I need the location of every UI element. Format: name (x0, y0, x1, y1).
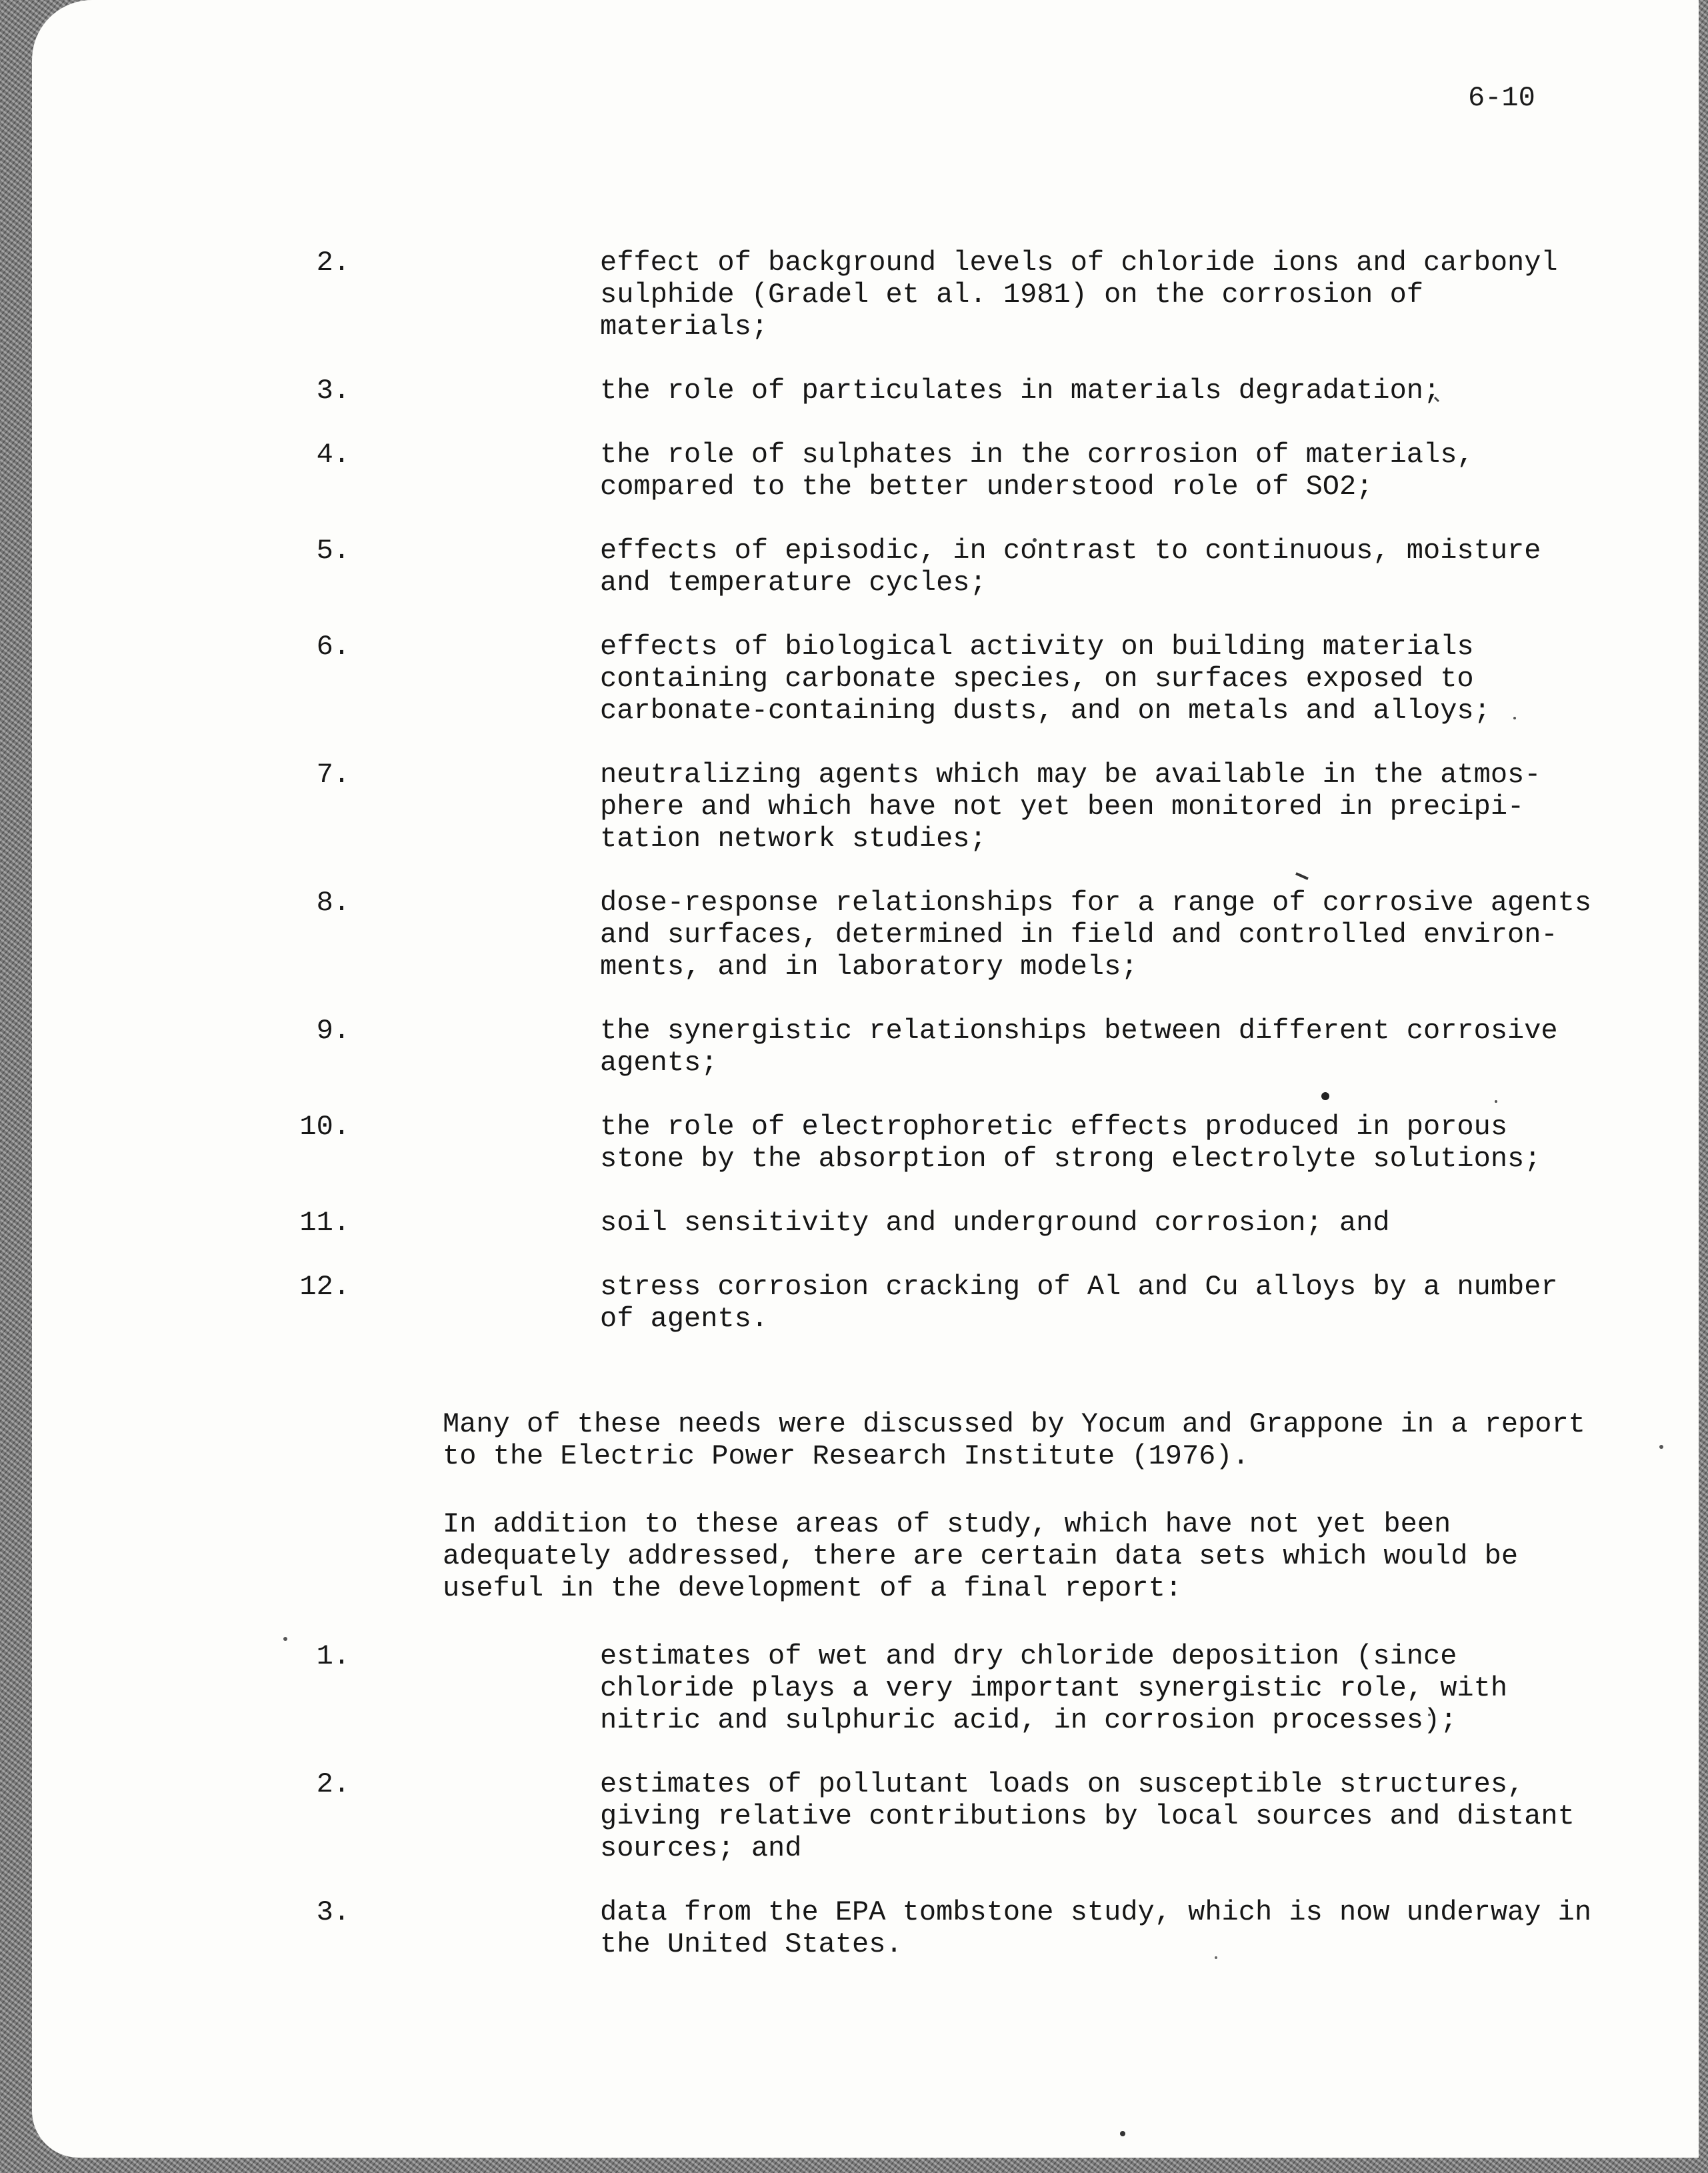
list-item-text: effect of background levels of chloride ions and carbonyl sulphide (Gradel et al. 1981) on the corrosion of materials; (600, 247, 1558, 343)
list-item (316, 375, 1591, 407)
list-item-number: 11. (299, 1207, 351, 1239)
list-item-text: data from the EPA tombstone study, which is now underway in the United States. (600, 1896, 1592, 1960)
list-item-text: estimates of wet and dry chloride deposition (since chloride plays a very important synergistic role, with nitric and sulphuric acid, in corrosion processes); (600, 1640, 1508, 1736)
list-item-text: dose-response relationships for a range of corrosive agents and surfaces, determined in field and controlled environ- ments, and in laboratory models; (600, 887, 1592, 983)
paragraph-yocum-grappone: Many of these needs were discussed by Yocum and Grappone in a report to the Electric Power Research Institute (1976). (443, 1408, 1585, 1472)
list-item-number: 2. (316, 247, 351, 279)
list-item (316, 247, 1591, 343)
list-item-number: 3. (316, 375, 351, 407)
paragraph-data-sets: In addition to these areas of study, which have not yet been adequately addressed, there are certain data sets which would be useful in the development of a final report: (443, 1508, 1519, 1604)
data-sets-list (316, 1640, 1592, 1960)
list-item (316, 759, 1591, 855)
list-item (316, 887, 1592, 983)
list-item-number: 12. (299, 1271, 351, 1303)
list-item (299, 1271, 1591, 1335)
list-item (316, 1015, 1591, 1079)
list-item-number: 7. (316, 759, 351, 791)
research-needs-list (299, 247, 1592, 1335)
list-item-text: neutralizing agents which may be available in the atmos- phere and which have not yet been monitored in precipi- tation network studies; (600, 759, 1541, 855)
list-item (299, 1207, 1591, 1239)
list-item-number: 4. (316, 439, 351, 471)
list-item-number: 9. (316, 1015, 351, 1047)
list-item-number: 8. (316, 887, 351, 919)
list-item (299, 1111, 1591, 1175)
list-item-text: stress corrosion cracking of Al and Cu alloys by a number of agents. (600, 1271, 1558, 1335)
list-item-text: estimates of pollutant loads on susceptible structures, giving relative contributions by local sources and distant sources; and (600, 1768, 1575, 1864)
list-item-text: effects of episodic, in contrast to continuous, moisture and temperature cycles; (600, 535, 1541, 599)
list-item (316, 535, 1591, 599)
list-item (316, 439, 1591, 503)
list-item-number: 6. (316, 631, 351, 663)
list-item (316, 1768, 1591, 1864)
list-item-text: the role of electrophoretic effects produced in porous stone by the absorption of strong electrolyte solutions; (600, 1111, 1541, 1175)
list-item (316, 631, 1591, 727)
page-number: 6-10 (1468, 82, 1535, 114)
list-item-number: 2. (316, 1768, 351, 1800)
list-item-number: 1. (316, 1640, 351, 1672)
list-item-text: soil sensitivity and underground corrosion; and (600, 1207, 1390, 1239)
list-item (316, 1640, 1591, 1736)
list-item-number: 3. (316, 1896, 351, 1928)
list-item (316, 1896, 1592, 1960)
list-item-number: 5. (316, 535, 351, 567)
list-item-text: effects of biological activity on building materials containing carbonate species, on surfaces exposed to carbonate-containing dusts, and on metals and alloys; (600, 631, 1491, 727)
list-item-text: the role of sulphates in the corrosion of materials, compared to the better understood role of SO2; (600, 439, 1474, 503)
document-page (32, 0, 1699, 2158)
list-item-text: the role of particulates in materials degradation; (600, 375, 1441, 407)
list-item-number: 10. (299, 1111, 351, 1143)
list-item-text: the synergistic relationships between different corrosive agents; (600, 1015, 1558, 1079)
